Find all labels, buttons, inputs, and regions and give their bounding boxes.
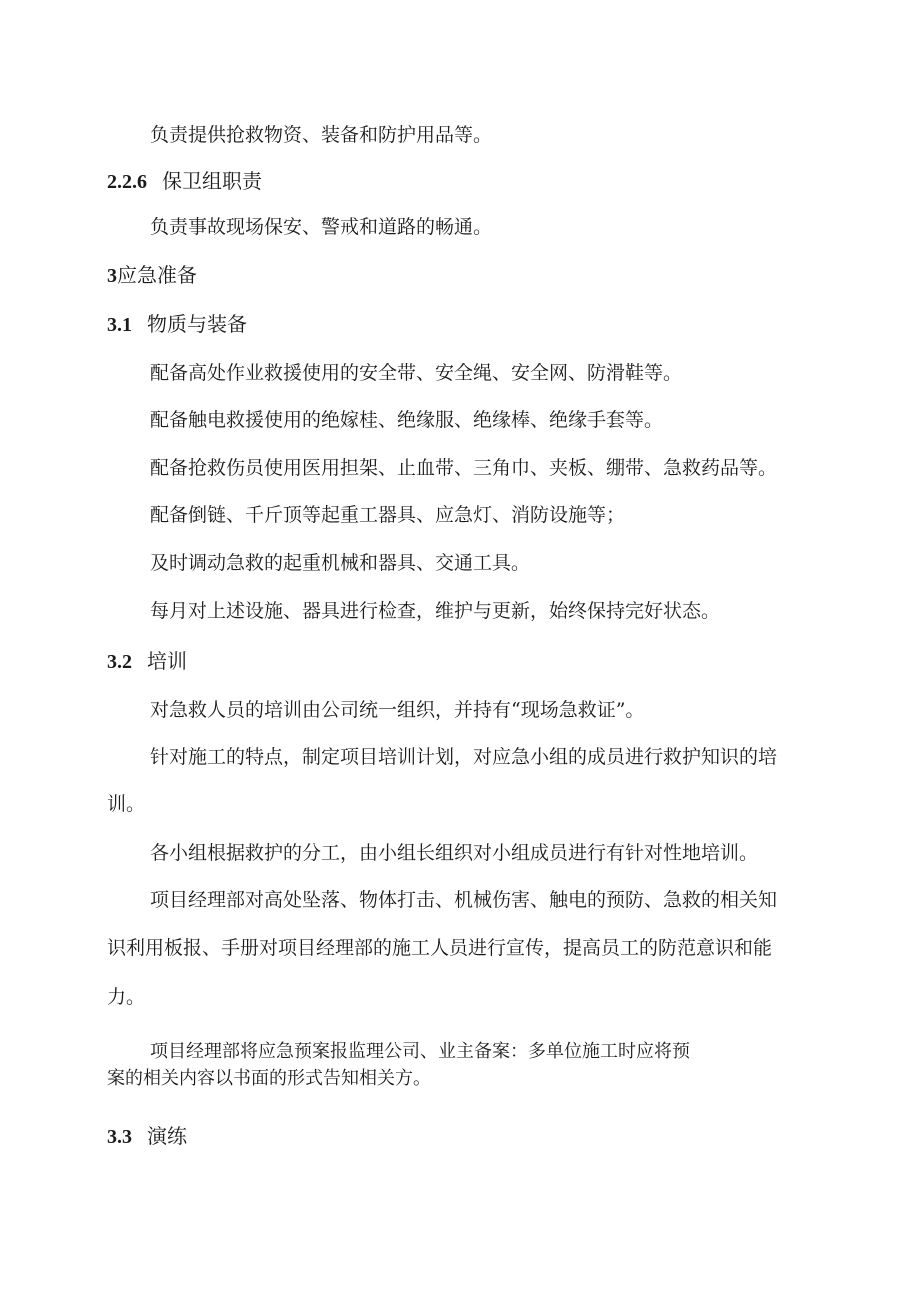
training-paragraph-2-line-2: 训。 (107, 793, 146, 815)
training-paragraph-5-line-2: 案的相关内容以书面的形式告知相关方。 (107, 1068, 431, 1089)
heading-3-2 (107, 646, 920, 677)
heading-3 (107, 260, 920, 291)
heading-title: 培训 (147, 649, 187, 673)
heading-title: 应急准备 (117, 263, 197, 287)
training-paragraph-4-line-3: 力。 (107, 986, 146, 1008)
equipment-item: 配备触电救援使用的绝嫁桂、绝缘服、绝缘棒、绝缘手套等。 (150, 409, 664, 431)
equipment-item: 配备高处作业救援使用的安全带、安全绳、安全网、防滑鞋等。 (150, 362, 683, 384)
paragraph-supply: 负责提供抢救物资、装备和防护用品等。 (150, 124, 493, 146)
heading-title: 物质与装备 (147, 312, 247, 336)
heading-title: 保卫组职责 (162, 169, 262, 193)
training-paragraph-3: 各小组根据救护的分工，由小组长组织对小组成员进行有针对性地培训。 (150, 842, 759, 864)
heading-number: 3 (107, 265, 117, 287)
heading-title: 演练 (147, 1124, 187, 1148)
heading-number: 3.3 (107, 1126, 132, 1148)
equipment-item: 配备倒链、千斤顶等起重工器具、应急灯、消防设施等； (150, 504, 626, 526)
equipment-item: 配备抢救伤员使用医用担架、止血带、三角巾、夹板、绷带、急救药品等。 (150, 457, 778, 479)
training-paragraph-1: 对急救人员的培训由公司统一组织，并持有“现场急救证”。 (150, 699, 645, 721)
equipment-item: 及时调动急救的起重机械和器具、交通工具。 (150, 552, 531, 574)
training-paragraph-4-line-1: 项目经理部对高处坠落、物体打击、机械伤害、触电的预防、急救的相关知 (150, 889, 778, 911)
equipment-item: 每月对上述设施、器具进行检查，维护与更新，始终保持完好状态。 (150, 600, 721, 622)
heading-2-2-6 (107, 166, 920, 197)
paragraph-guard: 负责事故现场保安、警戒和道路的畅通。 (150, 216, 493, 238)
training-paragraph-4-line-2: 识利用板报、手册对项目经理部的施工人员进行宣传，提高员工的防范意识和能 (107, 937, 773, 959)
training-paragraph-2-line-1: 针对施工的特点，制定项目培训计划，对应急小组的成员进行救护知识的培 (150, 746, 778, 768)
heading-3-1 (107, 309, 920, 340)
training-paragraph-5-line-1: 项目经理部将应急预案报监理公司、业主备案：多单位施工时应将预 (150, 1041, 690, 1062)
heading-number: 3.1 (107, 314, 132, 336)
heading-3-3 (107, 1121, 920, 1152)
heading-number: 3.2 (107, 651, 132, 673)
heading-number: 2.2.6 (107, 171, 147, 193)
